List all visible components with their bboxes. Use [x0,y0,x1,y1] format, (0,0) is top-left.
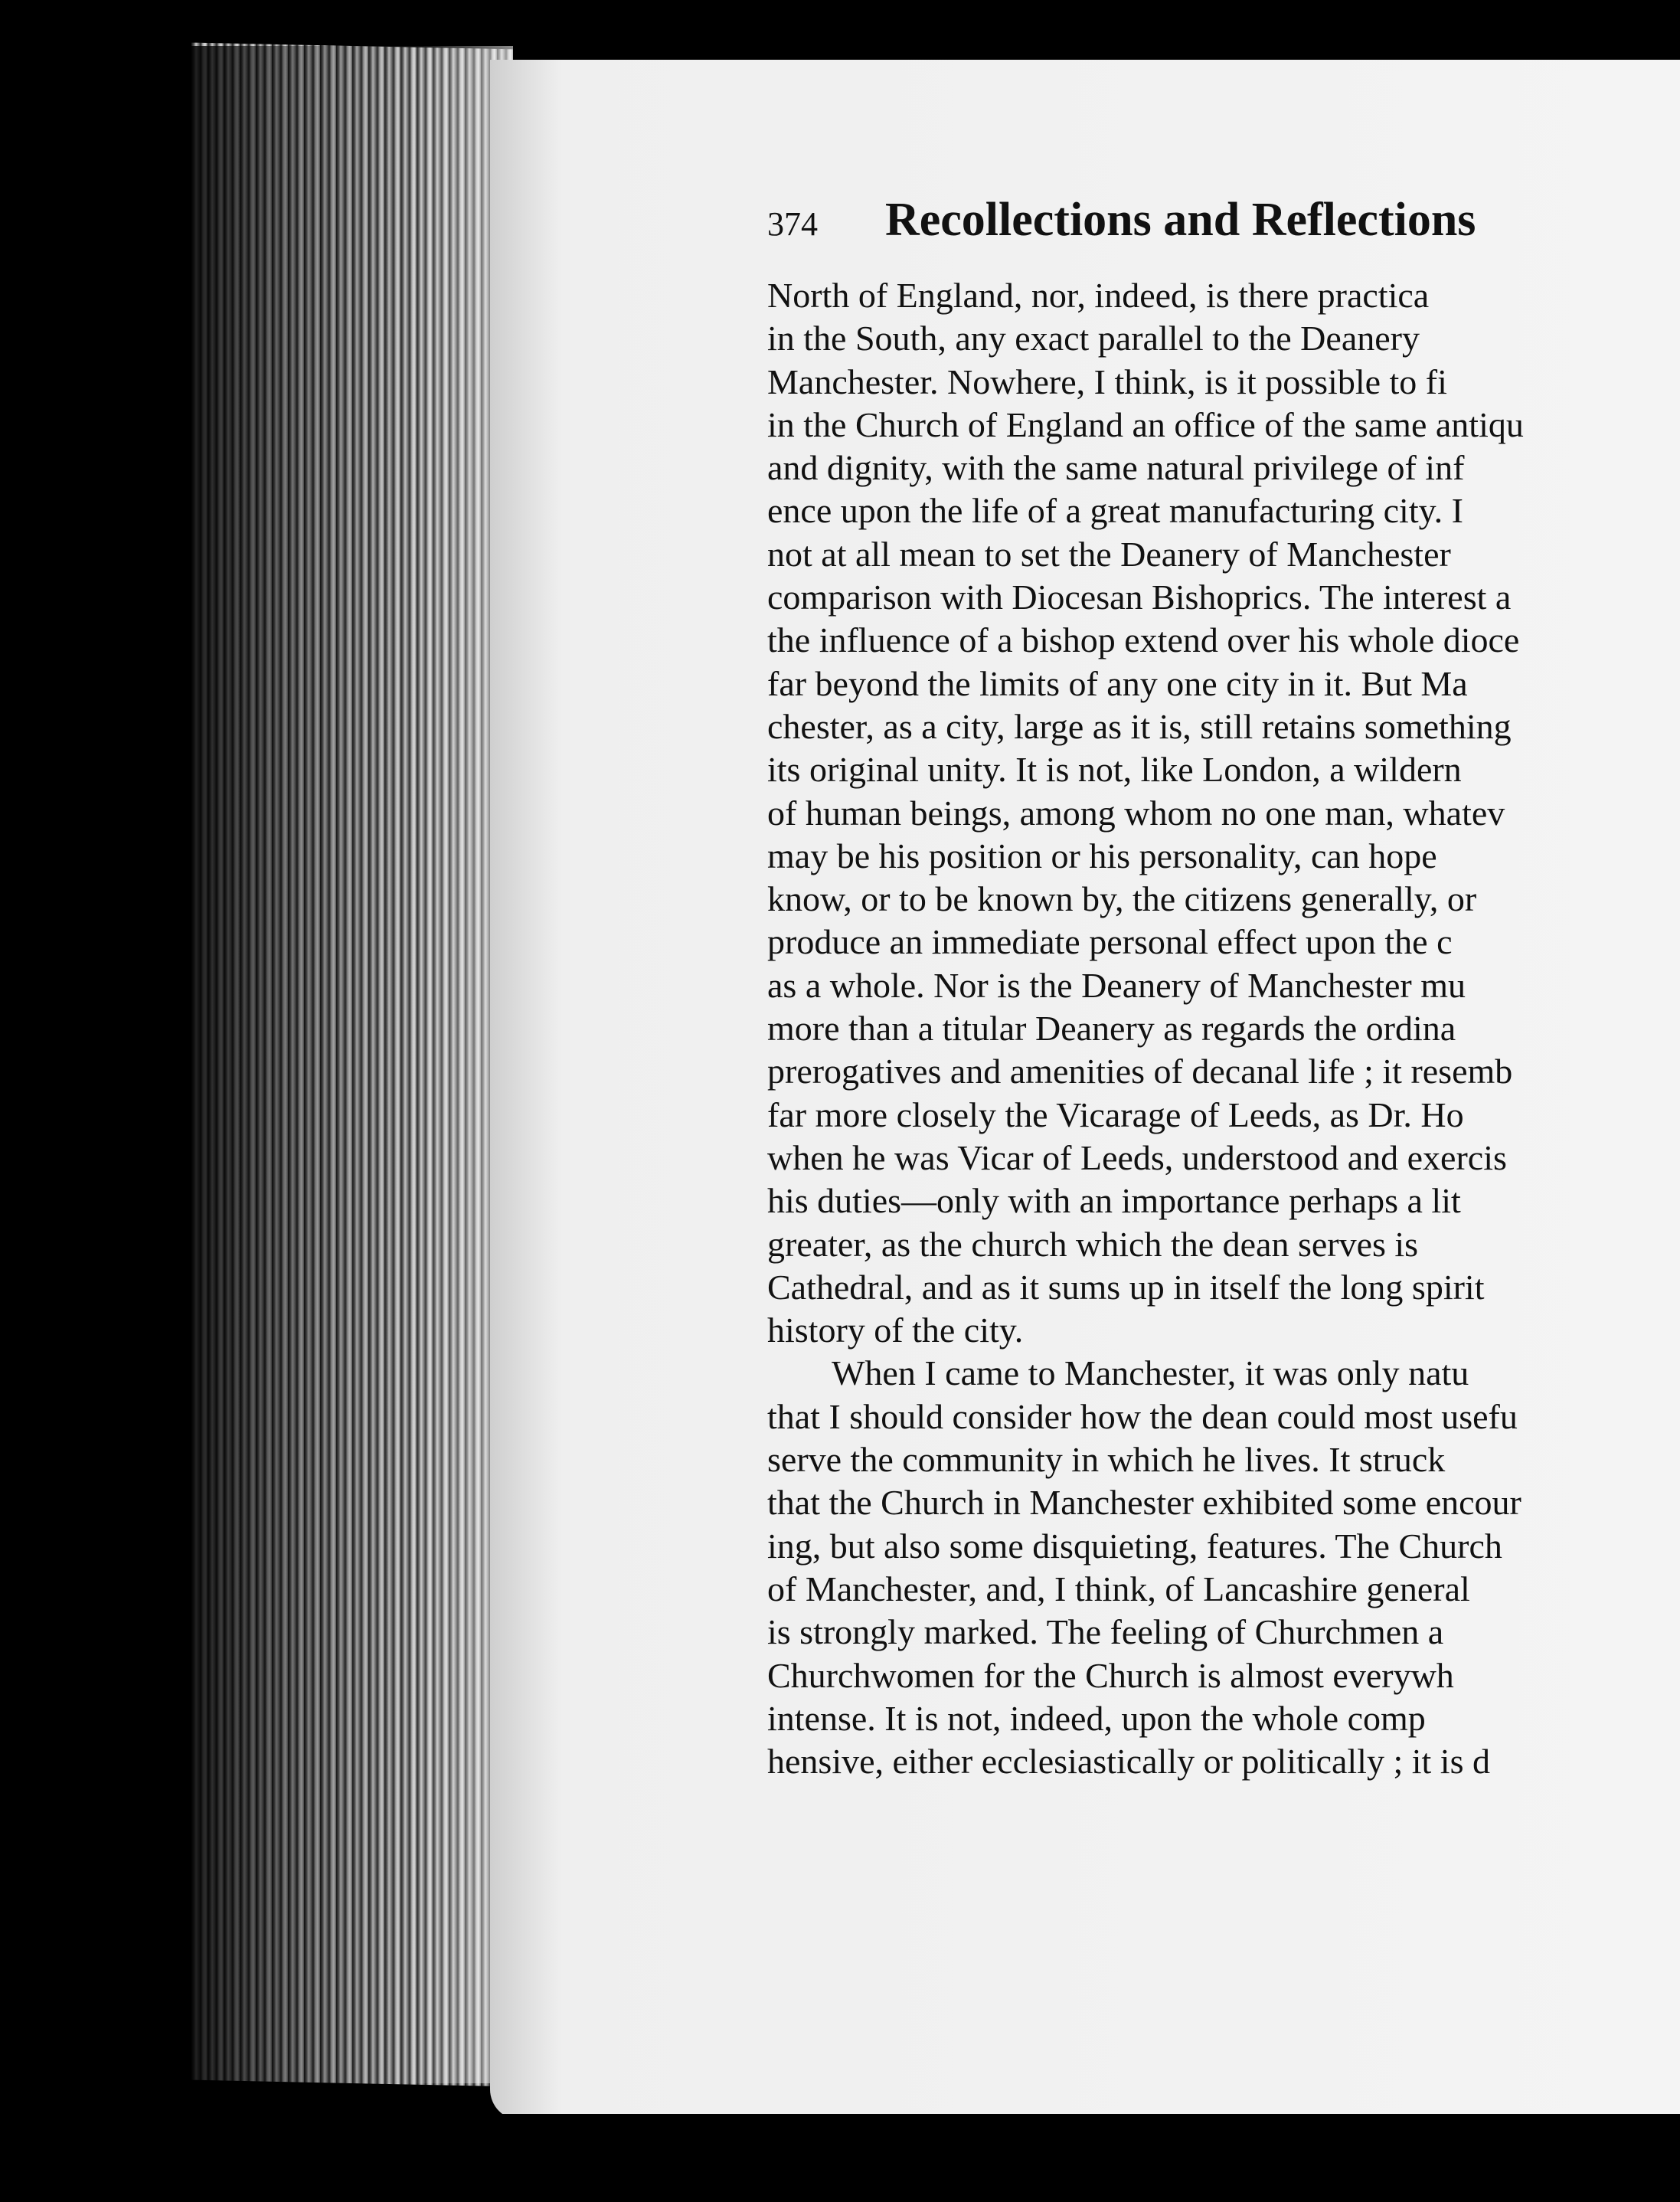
text-line: know, or to be known by, the citizens generally, or [767,879,1477,919]
text-line: ence upon the life of a great manufacturing city. I [767,491,1463,531]
text-line: his duties—only with an importance perhaps a lit [767,1181,1461,1221]
text-line: prerogatives and amenities of decanal life ; it resemb [767,1052,1513,1091]
running-title: Recollections and Reflections [885,194,1476,246]
book-page-edges-shadow [191,46,513,2083]
text-line: chester, as a city, large as it is, still retains something [767,706,1512,746]
text-line: of human beings, among whom no one man, whatev [767,793,1505,833]
text-line: Manchester. Nowhere, I think, is it possible to fi [767,362,1447,401]
text-line: When I came to Manchester, it was only natu [832,1353,1469,1393]
paragraph-2 [767,1352,1680,1783]
text-line: and dignity, with the same natural privilege of inf [767,448,1465,488]
page-number: 374 [767,205,818,243]
text-line: that I should consider how the dean could most usefu [767,1396,1518,1436]
text-line: hensive, either ecclesiastically or politically ; it is d [767,1742,1490,1782]
text-line: its original unity. It is not, like London, a wildern [767,750,1462,790]
text-line: comparison with Diocesan Bishoprics. The interest a [767,577,1512,617]
text-line: North of England, nor, indeed, is there practica [767,276,1430,315]
text-line: ing, but also some disquieting, features. The Church [767,1526,1502,1566]
text-line: as a whole. Nor is the Deanery of Manchester mu [767,965,1466,1005]
text-line: greater, as the church which the dean serves is [767,1224,1419,1264]
text-line: serve the community in which he lives. It struck [767,1440,1446,1480]
text-line: may be his position or his personality, can hope [767,836,1437,875]
paragraph-1 [767,274,1680,1352]
text-line: of Manchester, and, I think, of Lancashire general [767,1569,1470,1608]
text-line: that the Church in Manchester exhibited some encour [767,1483,1521,1523]
text-line: in the Church of England an office of the same antiqu [767,404,1524,444]
text-line: produce an immediate personal effect upon the c [767,922,1453,962]
text-line: far beyond the limits of any one city in it. But Ma [767,663,1468,703]
text-line: intense. It is not, indeed, upon the whole comp [767,1698,1426,1738]
text-line: the influence of a bishop extend over his whole dioce [767,620,1520,660]
scan-background [0,2114,1680,2202]
text-line: far more closely the Vicarage of Leeds, as Dr. Ho [767,1094,1464,1134]
text-line: in the South, any exact parallel to the Deanery [767,319,1420,358]
text-line: more than a titular Deanery as regards the ordina [767,1009,1456,1049]
text-line: Churchwomen for the Church is almost everywh [767,1655,1454,1695]
text-line: when he was Vicar of Leeds, understood and exercis [767,1137,1507,1177]
text-line: is strongly marked. The feeling of Churchmen a [767,1612,1444,1652]
body-text [767,274,1680,1783]
running-head [767,193,1680,262]
text-line: history of the city. [767,1310,1024,1350]
text-line: not at all mean to set the Deanery of Manchester [767,534,1451,574]
text-line: Cathedral, and as it sums up in itself the long spirit [767,1267,1485,1307]
